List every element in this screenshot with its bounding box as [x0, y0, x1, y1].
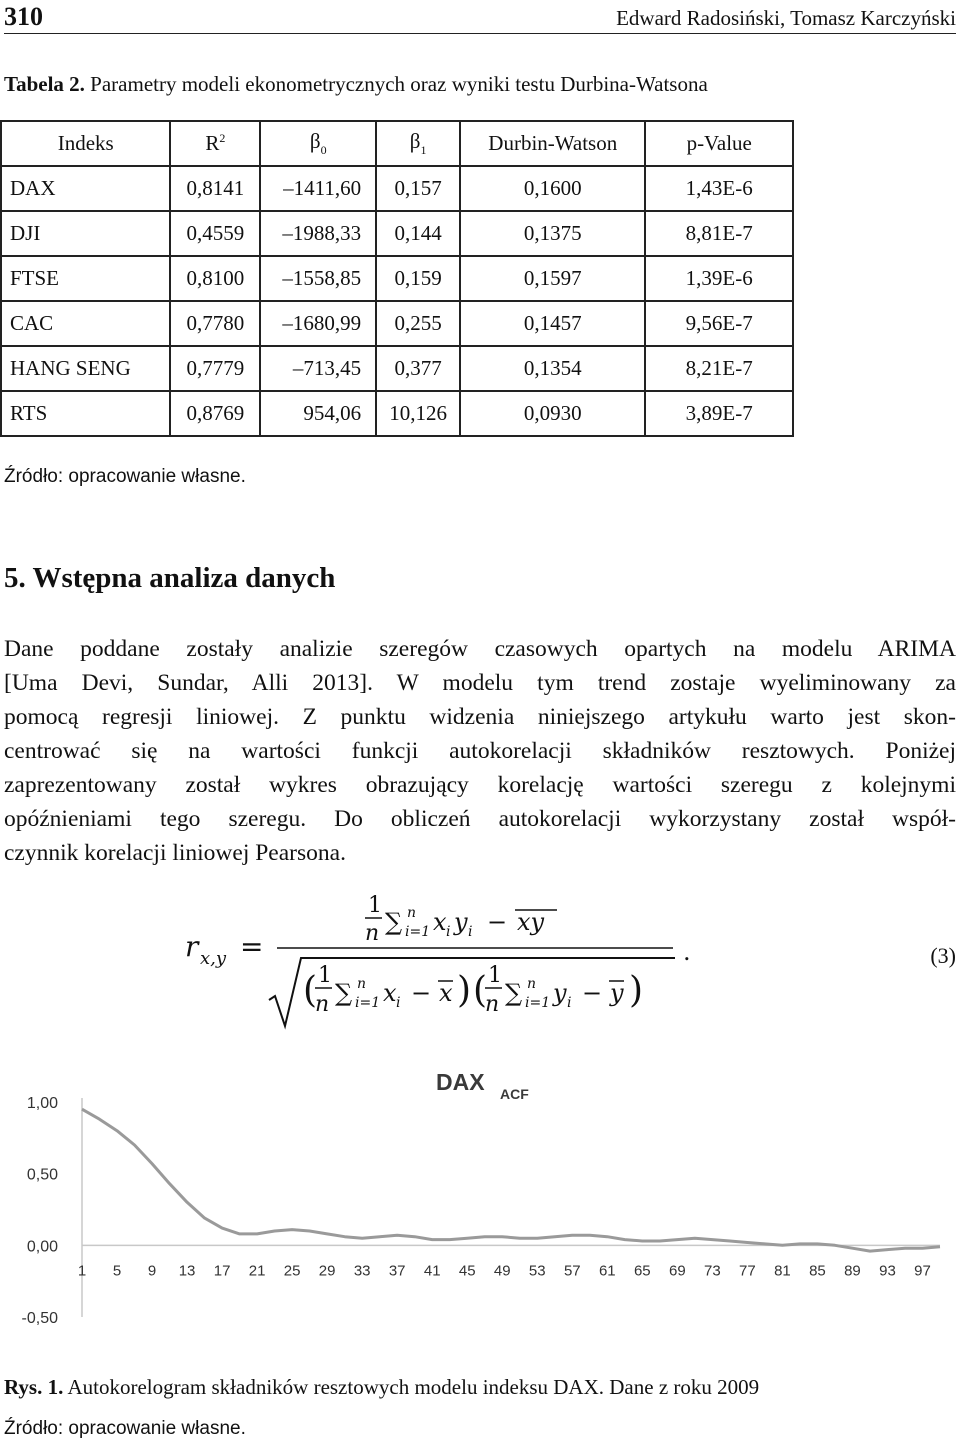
svg-text:): ) [629, 970, 644, 1011]
svg-text:x: x [433, 908, 447, 936]
x-tick-label: 41 [423, 1262, 441, 1280]
svg-text:x: x [439, 979, 453, 1007]
svg-text:x,y: x,y [200, 948, 227, 969]
cell-beta-1: 0,144 [376, 211, 460, 256]
x-tick-label: 9 [147, 1262, 157, 1280]
equation-number: (3) [930, 943, 956, 968]
table-caption-label: Tabela 2. [4, 72, 85, 96]
svg-text:n: n [315, 992, 330, 1017]
chart-title: DAX [436, 1069, 485, 1095]
cell-beta-1: 0,255 [376, 301, 460, 346]
y-tick-label: -0,50 [21, 1310, 58, 1327]
figure-caption-label: Rys. 1. [4, 1375, 64, 1399]
cell-durbin-watson: 0,1597 [460, 256, 645, 301]
cell-beta-0: –1558,85 [260, 256, 376, 301]
svg-text:i: i [468, 924, 473, 940]
x-tick-label: 77 [739, 1262, 756, 1280]
section-title: 5. Wstępna analiza danych [4, 562, 336, 594]
x-tick-label: 85 [809, 1262, 826, 1280]
paragraph-line: pomocą regresji liniowej. Z punktu widzenia niniejszego artykułu warto jest skon- [4, 704, 956, 730]
paragraph-line: [Uma Devi, Sundar, Alli 2013]. W modelu tym trend zostaje wyeliminowany za [4, 670, 956, 696]
svg-text:i=1: i=1 [405, 924, 431, 940]
cell-p-value: 8,21E-7 [645, 346, 793, 391]
svg-text:y: y [454, 908, 468, 936]
x-tick-label: 69 [669, 1262, 686, 1280]
cell-r-squared: 0,8769 [170, 391, 260, 436]
x-tick-label: 61 [598, 1262, 616, 1280]
svg-text:(: ( [303, 970, 318, 1011]
x-tick-label: 33 [353, 1262, 371, 1280]
table-header-row [1, 121, 793, 166]
cell-beta-0: 954,06 [260, 391, 376, 436]
cell-beta-1: 0,159 [376, 256, 460, 301]
table-caption-text: Parametry modeli ekonometrycznych oraz wyniki testu Durbina-Watsona [84, 72, 708, 96]
header-r-squared [170, 121, 260, 166]
header-p-value: p-Value [645, 121, 793, 166]
cell-p-value: 9,56E-7 [645, 301, 793, 346]
table-row [1, 301, 793, 346]
x-tick-label: 5 [112, 1262, 122, 1280]
x-tick-label: 49 [493, 1262, 511, 1280]
table-source: Źródło: opracowanie własne. [4, 466, 246, 487]
svg-text:i=1: i=1 [525, 995, 551, 1011]
svg-text:n: n [407, 905, 417, 921]
x-tick-label: 13 [178, 1262, 196, 1280]
paragraph-line: zaprezentowany został wykres obrazujący korelację wartości szeregu z kolejnymi [4, 772, 956, 798]
cell-index: DAX [1, 166, 170, 211]
cell-durbin-watson: 0,1600 [460, 166, 645, 211]
table-row [1, 256, 793, 301]
header-r: R [205, 131, 220, 155]
cell-r-squared: 0,8100 [170, 256, 260, 301]
cell-p-value: 3,89E-7 [645, 391, 793, 436]
svg-text:n: n [357, 976, 367, 992]
header-b0: β [309, 129, 321, 153]
cell-beta-0: –1680,99 [260, 301, 376, 346]
svg-text:y: y [610, 979, 624, 1007]
svg-text:−: − [582, 979, 603, 1007]
cell-beta-0: –1411,60 [260, 166, 376, 211]
cell-beta-0: –1988,33 [260, 211, 376, 256]
cell-r-squared: 0,4559 [170, 211, 260, 256]
x-tick-label: 97 [914, 1262, 931, 1280]
header-b0-sub: 0 [320, 143, 327, 157]
svg-text:(: ( [473, 970, 488, 1011]
table-row [1, 166, 793, 211]
header-b1: β [409, 129, 421, 153]
paragraph-line: czynnik korelacji liniowej Pearsona. [4, 840, 346, 866]
paragraph-line: centrować się na wartości funkcji autokorelacji składników resztowych. Poniżej [4, 738, 956, 764]
cell-index: FTSE [1, 256, 170, 301]
x-tick-label: 73 [704, 1262, 721, 1280]
svg-text:−: − [487, 908, 508, 936]
cell-beta-0: –713,45 [260, 346, 376, 391]
svg-text:): ) [457, 970, 472, 1011]
svg-text:∑: ∑ [385, 908, 403, 936]
x-tick-label: 29 [318, 1262, 336, 1280]
svg-text:1: 1 [318, 963, 332, 988]
x-tick-label: 21 [248, 1262, 266, 1280]
y-tick-label: 1,00 [26, 1095, 58, 1112]
page-number: 310 [4, 2, 43, 31]
acf-chart [0, 1060, 960, 1360]
acf-chart-svg [0, 1060, 960, 1360]
x-tick-label: 53 [528, 1262, 546, 1280]
cell-r-squared: 0,7780 [170, 301, 260, 346]
svg-text:i: i [567, 995, 572, 1011]
x-tick-label: 93 [879, 1262, 896, 1280]
y-tick-label: 0,50 [26, 1166, 58, 1184]
svg-text:−: − [411, 979, 432, 1007]
figure-source: Źródło: opracowanie własne. [4, 1418, 246, 1439]
cell-index: DJI [1, 211, 170, 256]
cell-durbin-watson: 0,1375 [460, 211, 645, 256]
paragraph-line: Dane poddane zostały analizie szeregów czasowych opartych na modelu ARIMA [4, 636, 956, 662]
table-row [1, 346, 793, 391]
cell-index: RTS [1, 391, 170, 436]
svg-text:.: . [683, 938, 691, 966]
svg-text:=: = [240, 930, 264, 963]
cell-durbin-watson: 0,0930 [460, 391, 645, 436]
chart-title-sub: ACF [500, 1086, 529, 1102]
cell-p-value: 1,43E-6 [645, 166, 793, 211]
parameters-table [0, 120, 794, 437]
table-row [1, 211, 793, 256]
x-tick-label: 57 [563, 1262, 581, 1280]
x-tick-label: 37 [388, 1262, 406, 1280]
svg-text:x: x [383, 979, 397, 1007]
header-b1-sub: 1 [420, 143, 427, 157]
x-tick-label: 89 [844, 1262, 861, 1280]
acf-series-line [82, 1109, 940, 1251]
cell-beta-1: 0,157 [376, 166, 460, 211]
svg-text:1: 1 [368, 893, 382, 918]
y-tick-label: 0,00 [26, 1238, 58, 1256]
x-tick-label: 1 [77, 1262, 87, 1280]
table-row [1, 391, 793, 436]
x-tick-label: 25 [283, 1262, 301, 1280]
cell-p-value: 8,81E-7 [645, 211, 793, 256]
figure-caption [4, 1375, 759, 1400]
figure-caption-text: Autokorelogram składników resztowych modelu indeksu DAX. Dane z roku 2009 [63, 1375, 760, 1399]
running-header-authors: Edward Radosiński, Tomasz Karczyński [616, 6, 956, 30]
svg-text:1: 1 [488, 963, 502, 988]
svg-text:r: r [185, 930, 199, 963]
cell-index: CAC [1, 301, 170, 346]
svg-text:y: y [553, 979, 567, 1007]
svg-text:∑: ∑ [335, 979, 353, 1007]
svg-text:xy: xy [517, 908, 545, 936]
header-beta-0 [260, 121, 376, 166]
cell-beta-1: 10,126 [376, 391, 460, 436]
x-tick-label: 17 [213, 1262, 231, 1280]
x-tick-label: 81 [774, 1262, 791, 1280]
svg-text:n: n [527, 976, 537, 992]
cell-index: HANG SENG [1, 346, 170, 391]
header-r-sup: 2 [219, 131, 226, 145]
cell-beta-1: 0,377 [376, 346, 460, 391]
svg-text:i=1: i=1 [355, 995, 381, 1011]
body-paragraph [4, 632, 956, 870]
cell-p-value: 1,39E-6 [645, 256, 793, 301]
svg-text:i: i [396, 995, 401, 1011]
svg-text:n: n [485, 992, 500, 1017]
header-index: Indeks [1, 121, 170, 166]
header-durbin-watson: Durbin-Watson [460, 121, 645, 166]
cell-r-squared: 0,7779 [170, 346, 260, 391]
svg-text:n: n [365, 921, 380, 946]
cell-durbin-watson: 0,1354 [460, 346, 645, 391]
svg-text:∑: ∑ [505, 979, 523, 1007]
running-header [4, 0, 956, 34]
table-caption [4, 72, 708, 97]
cell-r-squared: 0,8141 [170, 166, 260, 211]
x-tick-label: 65 [633, 1262, 651, 1280]
header-beta-1 [376, 121, 460, 166]
svg-text:i: i [446, 924, 451, 940]
cell-durbin-watson: 0,1457 [460, 301, 645, 346]
pearson-equation [185, 890, 705, 1030]
paragraph-line: opóźnieniami tego szeregu. Do obliczeń autokorelacji wykorzystany został współ- [4, 806, 956, 832]
x-tick-label: 45 [458, 1262, 476, 1280]
